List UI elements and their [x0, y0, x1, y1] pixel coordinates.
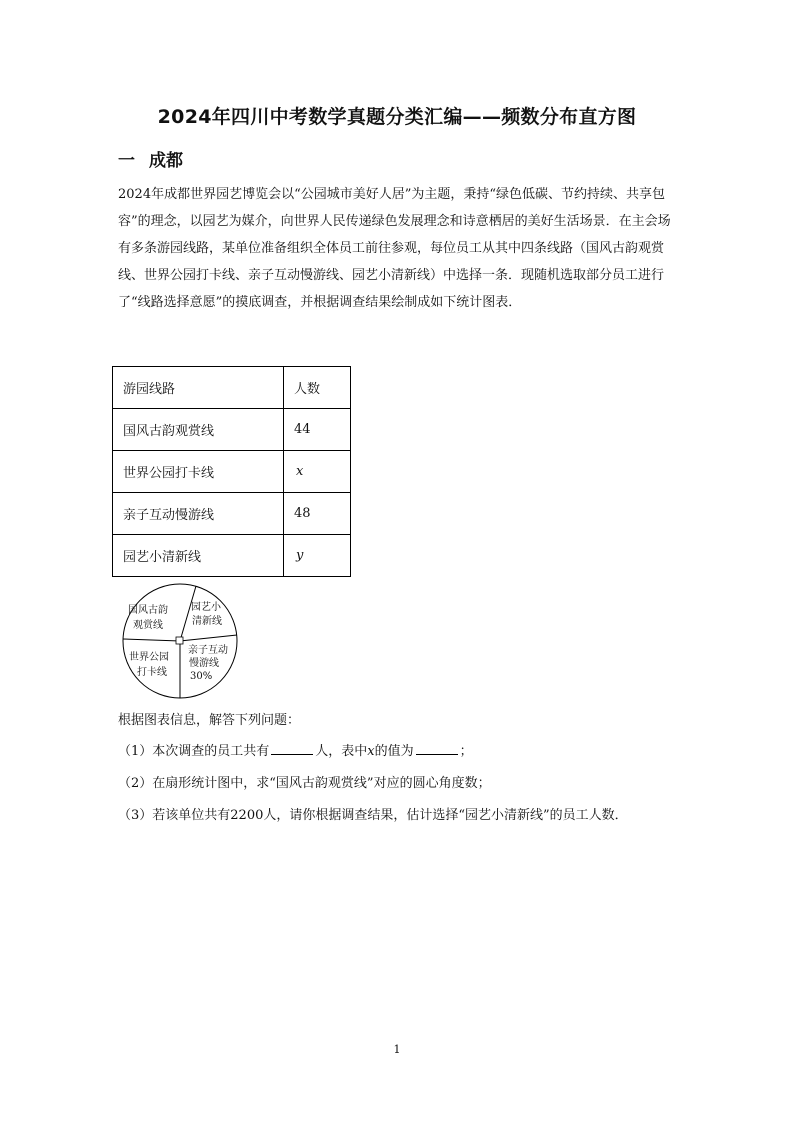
section-number: 一 — [118, 151, 135, 171]
pie-label-a1: 国风古韵 — [128, 605, 168, 616]
table-cell-route: 世界公园打卡线 — [113, 451, 284, 493]
q1-text-d: ； — [459, 744, 473, 759]
question-2: （2）在扇形统计图中，求“国风古韵观赏线”对应的圆心角度数； — [118, 776, 491, 791]
table-row — [113, 409, 351, 451]
table-row — [113, 451, 351, 493]
pie-label-d1: 世界公园 — [129, 652, 169, 663]
section-name: 成都 — [149, 151, 183, 171]
pie-label-c1: 亲子互动 — [188, 645, 228, 656]
page-number: 1 — [393, 1043, 401, 1056]
q1-text-c: 的值为 — [374, 744, 414, 759]
table-cell-count: y — [284, 535, 351, 577]
table-cell-count: x — [284, 451, 351, 493]
answer-blank — [416, 742, 458, 755]
table-header-row — [113, 367, 351, 409]
right-angle-mark — [176, 637, 183, 644]
q1-text-b: 人，表中 — [315, 744, 368, 759]
pie-label-c3: 30% — [190, 671, 213, 682]
pie-label-b2: 清新线 — [192, 616, 222, 627]
table-cell-route: 园艺小清新线 — [113, 535, 284, 577]
question-1 — [118, 740, 473, 759]
pie-label-c2: 慢游线 — [189, 658, 219, 669]
page-title: 2024年四川中考数学真题分类汇编——频数分布直方图 — [157, 106, 637, 128]
pie-label-a2: 观赏线 — [133, 620, 163, 631]
answer-blank — [271, 742, 313, 755]
q1-variable: x — [367, 744, 375, 759]
table-cell-route: 亲子互动慢游线 — [113, 493, 284, 535]
table-cell-count: 44 — [284, 409, 351, 451]
section-heading — [118, 146, 183, 171]
table-row — [113, 493, 351, 535]
intro-paragraph: 2024年成都世界园艺博览会以“公园城市美好人居”为主题，秉持“绿色低碳、节约持续、共享包容”的理念，以园艺为媒介，向世界人民传递绿色发展理念和诗意栖居的美好生活场景．在主会场有多条游园线路，某单位准备组织全体员工前往参观，每位员工从其中四条线路（国风古韵观赏线、世界公园打卡线、亲子互动慢游线、园艺小清新线）中选择一条．现随机选取部分员工进行了“线路选择意愿”的摸底调查，并根据调查结果绘制成如下统计图表． — [118, 187, 671, 310]
pie-divider — [123, 639, 180, 641]
pie-label-d2: 打卡线 — [137, 667, 167, 678]
questions-intro: 根据图表信息，解答下列问题： — [118, 713, 301, 728]
table-header-count: 人数 — [284, 367, 351, 409]
question-3: （3）若该单位共有2200人，请你根据调查结果，估计选择“园艺小清新线”的员工人数． — [118, 808, 628, 823]
table-header-route: 游园线路 — [113, 367, 284, 409]
pie-label-b1: 园艺小 — [191, 602, 221, 613]
pie-divider — [180, 586, 196, 641]
pie-chart — [118, 583, 248, 701]
route-table — [112, 366, 351, 577]
table-cell-count: 48 — [284, 493, 351, 535]
table-cell-route: 国风古韵观赏线 — [113, 409, 284, 451]
q1-text-a: （1）本次调查的员工共有 — [118, 744, 270, 759]
table-row — [113, 535, 351, 577]
pie-divider — [180, 635, 237, 641]
